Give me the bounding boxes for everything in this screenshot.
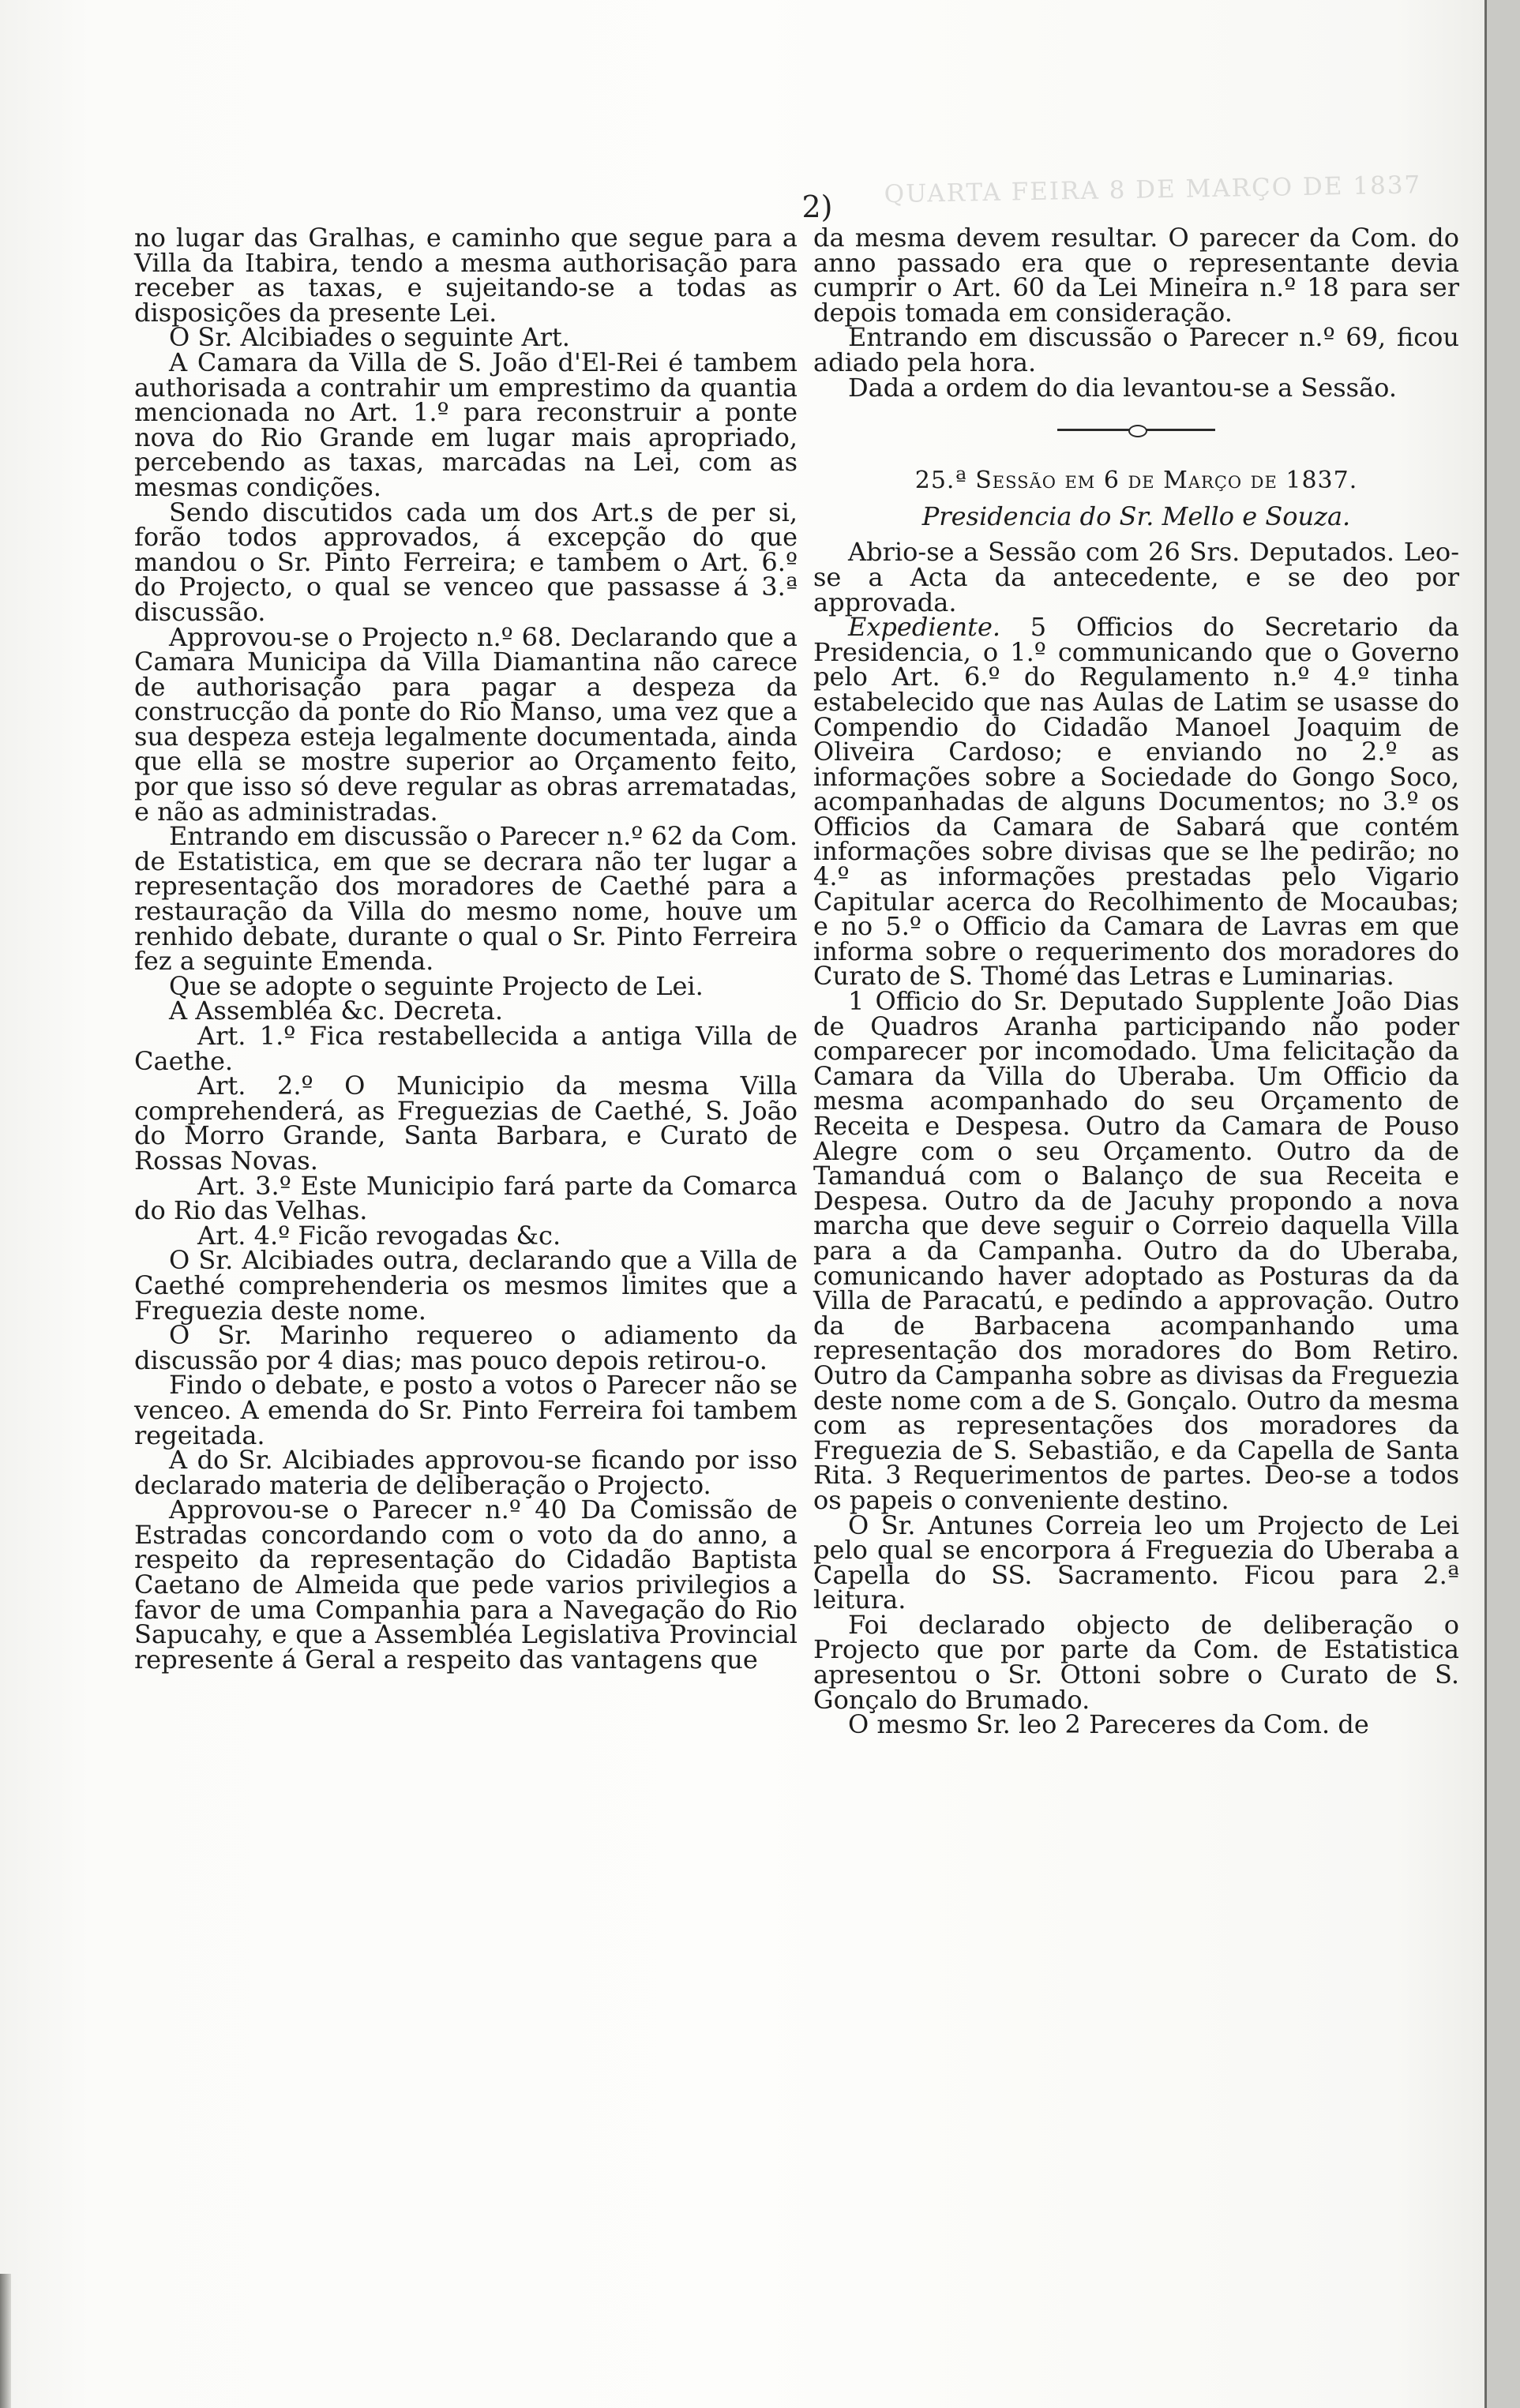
bleed-through-text: QUARTA FEIRA 8 DE MARÇO DE 1837: [884, 171, 1422, 209]
paragraph: da mesma devem resultar. O parecer da Com. do anno passado era que o representante devia cumprir o Art. 60 da Lei Mineira n.º 18 para ser depois tomada em consideração.: [813, 223, 1459, 328]
rule-ornament-icon: [1128, 425, 1147, 437]
session-heading: 25.ª Sessão em 6 de Março de 1837.: [914, 467, 1358, 495]
ornamental-rule: [1057, 424, 1215, 435]
expediente-text: 5 Officios do Secretario da Presidencia, o 1.º communicando que o Governo pelo Art. 6.º do Regulamento n.º 4.º tinha estabelecido que nas Aulas de Latim se usasse do Compendio do Cidadão Manoel Joaquim de Oliveira Cardoso; e enviando no 2.º as informações sobre a Sociedade do Gongo Soco, acompanhadas de alguns Documentos; no 3.º os Officios da Camara de Sabará que contém informações sobre divisas que se lhe pedirão; no 4.º as informações prestadas pelo Vigario Capitular acerca do Recolhimento de Mocaubas; e no 5.º o Officio da Camara de Lavras em que informa sobre o requerimento dos moradores do Curato de S. Thomé das Letras e Luminarias.: [813, 612, 1460, 992]
left-column: [134, 223, 798, 1675]
article-line: Art. 1.º Fica restabellecida a antiga Villa de Caethe.: [134, 1021, 798, 1076]
paragraph: Que se adopte o seguinte Projecto de Lei.: [169, 970, 704, 1001]
paragraph: O mesmo Sr. leo 2 Pareceres da Com. de: [848, 1709, 1369, 1740]
right-column: [813, 223, 1460, 1740]
paragraph: Findo o debate, e posto a votos o Parecer não se venceo. A emenda do Sr. Pinto Ferreira foi tambem regeitada.: [134, 1370, 798, 1450]
expediente-label: Expediente.: [848, 612, 1001, 643]
paragraph: no lugar das Gralhas, e caminho que segue para a Villa da Itabira, tendo a mesma authorisação para receber as taxas, e sujeitando-se a todas as disposições da presente Lei.: [134, 223, 798, 328]
paragraph: O Sr. Alcibiades outra, declarando que a Villa de Caethé comprehenderia os mesmos limites que a Freguezia deste nome.: [134, 1245, 798, 1326]
paragraph: 1 Officio do Sr. Deputado Supplente João Dias de Quadros Aranha participando não poder comparecer por incomodado. Uma felicitação da Camara da Villa do Uberaba. Um Officio da mesma acompanhado do seu Orçamento de Receita e Despesa. Outro da Camara de Pouso Alegre com o seu Orçamento. Outro da de Tamanduá com o Balanço de sua Receita e Despesa. Outro da de Jacuhy propondo a nova marcha que deve seguir o Correio daquella Villa para a da Campanha. Outro da do Uberaba, comunicando haver adoptado as Posturas da da Villa de Paracatú, e pedindo a approvação. Outro da de Barbacena acompanhando uma representação dos moradores do Bom Retiro. Outro da Campanha sobre as divisas da Freguezia deste nome com a de S. Gonçalo. Outro da mesma com as representações dos moradores da Freguezia de S. Sebastião, e da Capella de Santa Rita. 3 Requerimentos de partes. Deo-se a todos os papeis o conveniente destino.: [813, 986, 1459, 1515]
paragraph: O Sr. Marinho requereo o adiamento da discussão por 4 dias; mas pouco depois retirou-o.: [134, 1320, 798, 1375]
paragraph: Dada a ordem do dia levantou-se a Sessão.: [848, 372, 1398, 403]
page-curl-shadow: [0, 2274, 11, 2408]
paragraph-expediente: [813, 612, 1460, 992]
paragraph: Foi declarado objecto de deliberação o Projecto que por parte da Com. de Estatistica apresentou o Sr. Ottoni sobre o Curato de S. Gonçalo do Brumado.: [813, 1609, 1459, 1715]
article-line: Art. 3.º Este Municipio fará parte da Comarca do Rio das Velhas.: [134, 1170, 798, 1226]
scan-edge: [1484, 0, 1520, 2408]
paragraph: O Sr. Antunes Correia leo um Projecto de Lei pelo qual se encorpora á Freguezia do Uberaba a Capella do SS. Sacramento. Ficou para 2.ª leitura.: [813, 1510, 1459, 1615]
paragraph: O Sr. Alcibiades o seguinte Art.: [169, 322, 570, 353]
paragraph: Approvou-se o Projecto n.º 68. Declarando que a Camara Municipa da Villa Diamantina não carece de authorisação para pagar a despeza da construcção da ponte do Rio Manso, uma vez que a sua despeza esteja legalmente documentada, ainda que ella se mostre superior ao Orçamento feito, por que isso só deve regular as obras arrematadas, e não as administradas.: [134, 621, 798, 827]
paragraph: A Assembléa &c. Decreta.: [169, 996, 504, 1026]
paragraph: A do Sr. Alcibiades approvou-se ficando por isso declarado materia de deliberação o Projecto.: [134, 1445, 798, 1500]
article-line: Art. 4.º Ficão revogadas &c.: [197, 1220, 561, 1251]
paragraph: A Camara da Villa de S. João d'El-Rei é tambem authorisada a contrahir um emprestimo da quantia mencionada no Art. 1.º para reconstruir a ponte nova do Rio Grande em lugar mais apropriado, percebendo as taxas, marcadas na Lei, com as mesmas condições.: [134, 347, 798, 502]
paragraph: Abrio-se a Sessão com 26 Srs. Deputados. Leo-se a Acta da antecedente, e se deo por approvada.: [813, 537, 1459, 617]
article-line: Art. 2.º O Municipio da mesma Villa comprehenderá, as Freguezias de Caethé, S. João do Morro Grande, Santa Barbara, e Curato de Rossas Novas.: [134, 1071, 798, 1176]
paragraph: Approvou-se o Parecer n.º 40 Da Comissão de Estradas concordando com o voto da do anno, a respeito da representação do Cidadão Baptista Caetano de Almeida que pede varios privilegios a favor de uma Companhia para a Navegação do Rio Sapucahy, e que a Assembléa Legislativa Provincial represente á Geral a respeito das vantagens que: [134, 1495, 798, 1675]
paragraph: Sendo discutidos cada um dos Art.s de per si, forão todos approvados, á excepção do que mandou o Sr. Pinto Ferreira; e tambem o Art. 6.º do Projecto, o qual se venceo que passasse á 3.ª discussão.: [134, 497, 798, 627]
page-number: 2): [801, 189, 833, 224]
paragraph: Entrando em discussão o Parecer n.º 69, ficou adiado pela hora.: [813, 322, 1459, 377]
paragraph: Entrando em discussão o Parecer n.º 62 da Com. de Estatistica, em que se decrara não ter lugar a representação dos moradores de Caethé para a restauração da Villa do mesmo nome, houve um renhido debate, durante o qual o Sr. Pinto Ferreira fez a seguinte Emenda.: [134, 821, 798, 977]
presidency-line: Presidencia do Sr. Mello e Souza.: [921, 501, 1351, 531]
